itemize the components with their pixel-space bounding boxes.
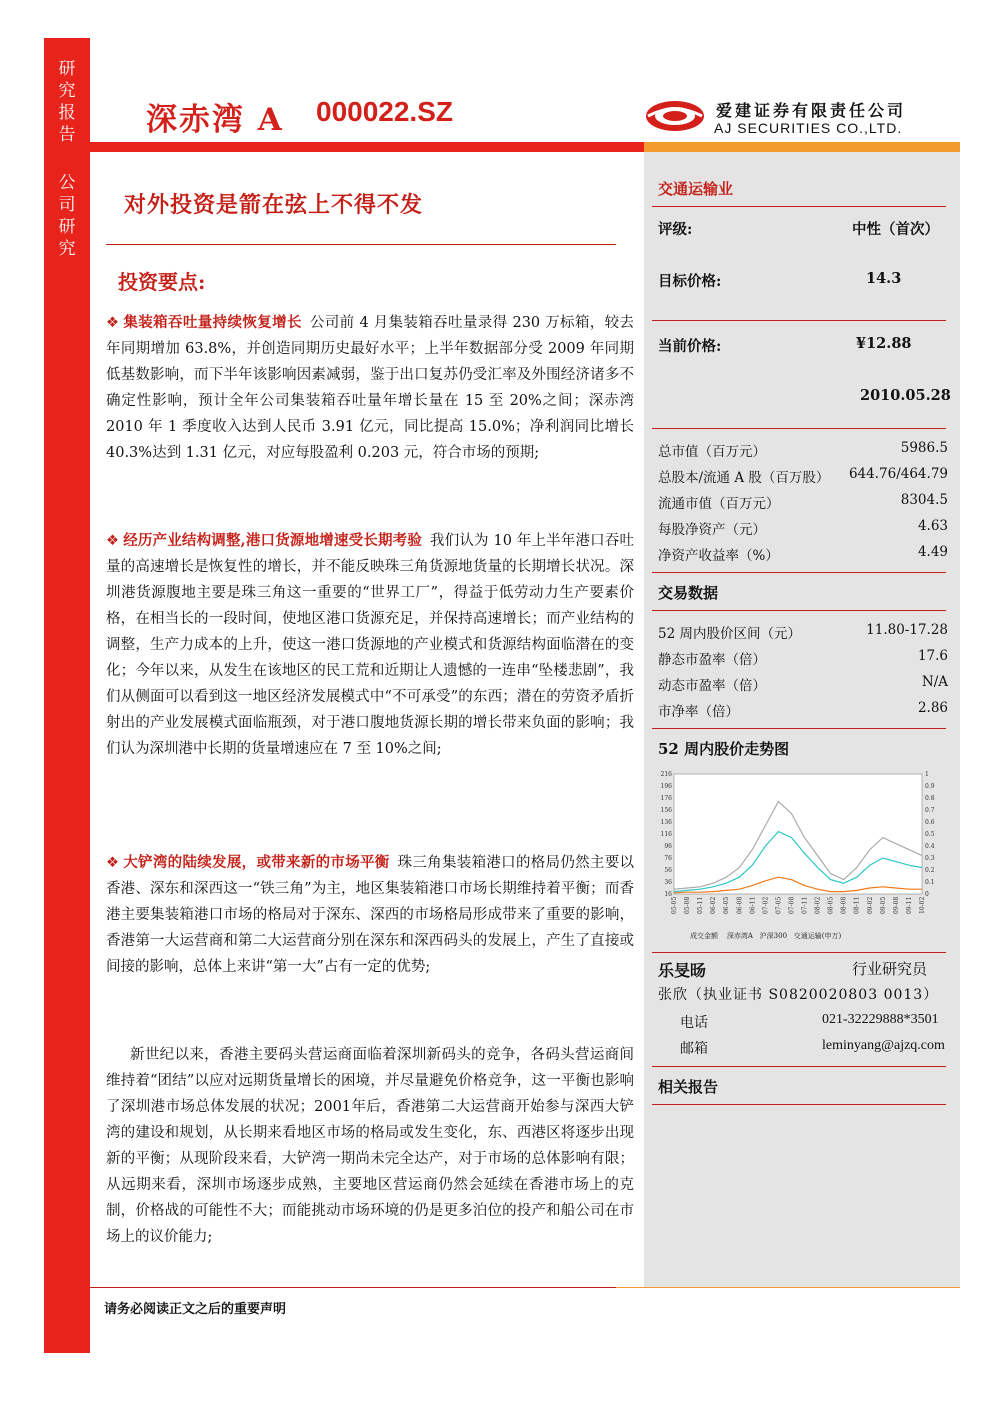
y-tick-right: 0.4 [925,843,935,850]
paragraph-4: 新世纪以来，香港主要码头营运商面临着深圳新码头的竞争，各码头营运商间维持着“团结”以应对远期货量增长的困境，并尽量避免价格竞争，这一平衡也影响了深圳港市场总体发展的状况；2001年后，香港第二大运营商开始参与深西大铲湾的建设和规划，从长期来看地区市场的格局或发生变化，东、西港区将逐步出现新的平衡；从现阶段来看，大铲湾一期尚未完全达产，对于市场的总体影响有限；从远期来看，深圳市场逐步成熟，主要地区营运商仍然会延续在香港市场上的克制，价格战的可能性不大；而能挑动市场环境的仍是更多泊位的投产和船公司在市场上的议价能力; [106,1047,634,1245]
sidebar-divider [652,1104,946,1105]
y-tick-left: 16 [664,891,672,898]
sidebar-divider [652,428,946,429]
x-tick: 05-11 [697,896,705,914]
x-tick: 05-05 [671,896,678,914]
trade-row: 动态市盈率（倍） N/A [658,674,948,694]
x-tick: 10-02 [919,896,926,914]
x-tick: 06-08 [736,896,744,914]
x-tick: 06-11 [749,896,757,914]
x-tick: 07-11 [801,896,809,914]
current-price-label: 当前价格: [658,338,722,355]
analyst-title: 行业研究员 [852,960,928,978]
diamond-bullet-icon: ❖ [106,315,120,331]
x-tick: 08-08 [840,896,848,914]
diamond-bullet-icon: ❖ [106,855,120,871]
y-tick-right: 0.8 [925,795,935,802]
company-name-cn: 爱建证券有限责任公司 [716,101,907,120]
company-logo-icon [644,98,706,134]
paragraph-3: ❖ 大铲湾的陆续发展，或带来新的市场平衡 珠三角集装箱港口的格局仍然主要以香港、深东和深西这一“铁三角”为主，地区集装箱港口市场长期维持着平衡；而香港主要集装箱港口市场的格局对于深东、深西的市场格局形成带来了重要的影响，香港第一大运营商和第二大运营商分别在深东和深西码头的发展上，产生了直接或间接的影响，总体上来讲“第一大”占有一定的优势; [106,854,635,975]
x-tick: 09-02 [866,896,874,914]
paragraph-1: ❖ 集装箱吞吐量持续恢复增长 公司前 4 月集装箱吞吐量录得 230 万标箱，较去年同期增加 63.8%，并创造同期历史最好水平；上半年数据部分受 2009 年同期低基数影响，而下半年该影响因素减弱，鉴于出口复苏仍受汇率及外围经济诸多不确定性影响，预计全年公司集装箱吞吐量年增长量在 15 至 20%之间；深赤湾 2010 年 1 季度收入达到人民币 3.91 亿元，同比提高 15.0%；净利润同比增长 40.3%达到 1.31 亿元，对应每股盈利 0.203 元，符合市场的预期; [106,314,634,461]
stat-row: 总市值（百万元） 5986.5 [658,440,948,460]
sidebar-divider [652,572,946,573]
target-price-label: 目标价格: [658,273,722,290]
price-chart [654,768,946,928]
trade-row: 静态市盈率（倍） 17.6 [658,648,948,668]
x-tick: 07-05 [775,896,783,914]
vertical-label-report: 研 究 报 告 [58,59,76,145]
stat-row: 净资产收益率（%） 4.49 [658,544,948,564]
y-tick-left: 36 [664,879,672,886]
analyst-2: 张欣（执业证书 S0820020803 0013） [658,987,939,1003]
y-tick-left: 136 [660,819,672,826]
y-tick-right: 0.5 [925,831,935,838]
sidebar-divider [652,320,946,321]
diamond-bullet-icon: ❖ [106,533,120,549]
industry-label: 交通运输业 [658,180,734,198]
y-tick-right: 0.9 [925,783,935,790]
trade-data-heading: 交易数据 [658,584,719,602]
trade-row: 市净率（倍） 2.86 [658,700,948,720]
y-tick-left: 196 [660,783,672,790]
legend-index: 沪深300 [759,932,788,940]
y-tick-right: 0.7 [925,807,935,814]
y-tick-left: 216 [660,771,672,778]
x-tick: 09-08 [892,896,900,914]
email-label: 邮箱 [680,1041,708,1057]
report-date: 2010.05.28 [860,387,951,404]
footer-rule-orange [616,1287,960,1288]
paragraph-2: ❖ 经历产业结构调整,港口货源地增速受长期考验 我们认为 10 年上半年港口吞吐量的高速增长是恢复性的增长，并不能反映珠三角货源地货量的长期增长状况。深圳港货源腹地主要是珠三角这一重要的“世界工厂”，得益于低劳动力生产要素价格，在相当长的一段时间，使地区港口货源充足，并保持高速增长；而产业结构的调整，生产力成本的上升，使这一港口货源地的产业模式和货源结构面临潜在的变化；今年以来，从发生在该地区的民工荒和近期让人遗憾的一连串“坠楼悲剧”，我们从侧面可以看到这一地区经济发展模式中“不可承受”的东西；潜在的劳资矛盾折射出的产业发展模式面临瓶颈，对于港口腹地货源长期的增长带来负面的影响；我们认为深圳港中长期的货量增速应在 7 至 10%之间; [106,532,635,757]
y-tick-left: 96 [664,843,672,850]
chart-heading: 52 周内股价走势图 [658,740,790,758]
x-tick: 09-05 [879,896,887,914]
rating-value: 中性（首次） [852,221,939,238]
legend-stock: 深赤湾A [726,932,753,940]
y-tick-left: 56 [664,867,672,874]
header-rule-orange [644,142,960,152]
sidebar-divider [652,1066,946,1067]
x-tick: 07-02 [762,896,770,914]
phone-label: 电话 [680,1015,708,1031]
y-tick-right: 0 [925,891,929,898]
y-tick-left: 156 [660,807,672,814]
y-tick-right: 0.6 [925,819,935,826]
x-tick: 06-05 [723,896,731,914]
stock-name: 深赤湾 A [146,102,284,138]
report-title: 对外投资是箭在弦上不得不发 [124,192,424,218]
section-heading: 投资要点: [118,270,206,294]
y-tick-right: 0.3 [925,855,935,862]
x-tick: 08-02 [814,896,822,914]
rating-label: 评级: [658,221,693,238]
email-value[interactable]: leminyang@ajzq.com [822,1038,945,1053]
sidebar-divider [652,952,946,953]
vertical-label-company: 公 司 研 究 [58,173,76,259]
stat-row: 每股净资产（元） 4.63 [658,518,948,538]
y-tick-left: 176 [660,795,672,802]
trade-row: 52 周内股价区间（元） 11.80-17.28 [658,622,948,642]
disclaimer-note: 请务必阅读正文之后的重要声明 [104,1302,287,1317]
analyst-name: 乐旻旸 [658,961,707,980]
x-tick: 07-08 [788,896,796,914]
target-price-value: 14.3 [866,270,902,287]
stat-row: 流通市值（百万元） 8304.5 [658,492,948,512]
company-name-en: AJ SECURITIES CO.,LTD. [714,120,903,136]
y-tick-left: 116 [660,831,672,838]
y-tick-right: 0.1 [925,879,935,886]
stat-row: 总股本/流通 A 股（百万股） 644.76/464.79 [658,466,948,486]
x-tick: 06-02 [710,896,718,914]
sidebar-divider [652,728,946,729]
plot-area [674,774,922,894]
legend-volume: 成交金额 [690,932,718,940]
footer-rule [90,1287,616,1288]
chart-legend [690,931,841,941]
title-divider [106,244,616,245]
y-tick-left: 76 [664,855,672,862]
legend-sector: 交通运输(申万) [793,932,842,940]
y-tick-right: 1 [925,771,929,778]
related-reports-heading: 相关报告 [658,1078,719,1096]
stock-code: 000022.SZ [316,96,453,127]
sidebar-divider [652,206,946,207]
sidebar-divider [652,610,946,611]
x-tick: 08-11 [853,896,861,914]
current-price-value: ¥12.88 [856,335,912,352]
phone-value: 021-32229888*3501 [822,1012,939,1027]
y-tick-right: 0.2 [925,867,935,874]
x-tick: 05-08 [684,896,692,914]
x-tick: 08-05 [827,896,835,914]
x-tick: 09-11 [905,896,913,914]
